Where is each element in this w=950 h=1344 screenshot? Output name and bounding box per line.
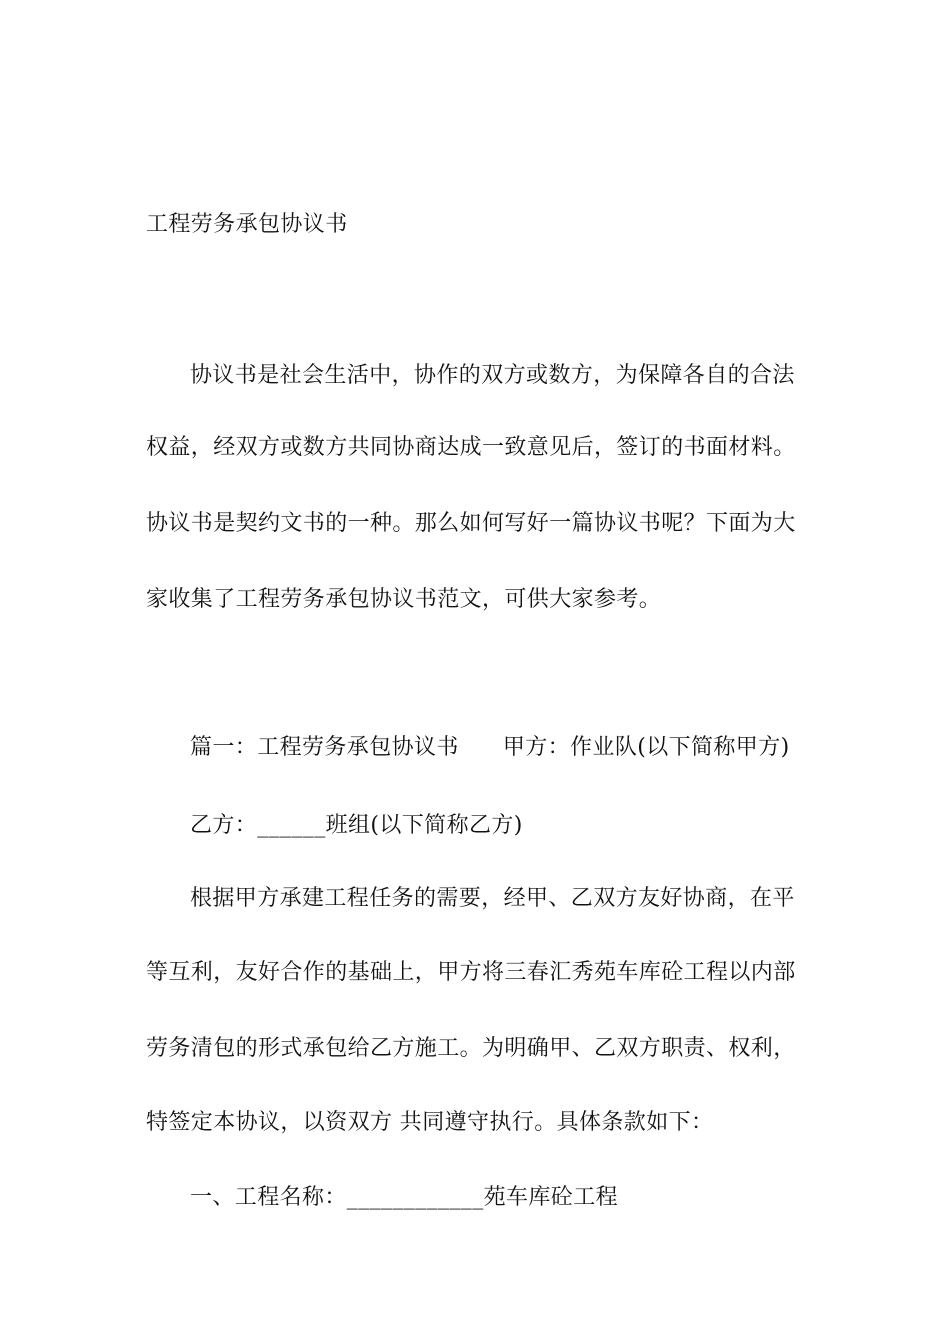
intro-line-3: 协议书是契约文书的一种。那么如何写好一篇协议书呢？下面为大 bbox=[146, 511, 796, 536]
intro-line-1: 协议书是社会生活中，协作的双方或数方，为保障各自的合法 bbox=[190, 363, 795, 388]
section-heading-line bbox=[190, 733, 790, 763]
party-a: 甲方：作业队(以下简称甲方) bbox=[502, 735, 790, 760]
body-line-3: 劳务清包的形式承包给乙方施工。为明确甲、乙双方职责、权利， bbox=[146, 1036, 796, 1061]
document-title: 工程劳务承包协议书 bbox=[146, 212, 348, 237]
body-line-1: 根据甲方承建工程任务的需要，经甲、乙双方友好协商，在平 bbox=[190, 886, 795, 911]
clause-1: 一、工程名称：____________苑车库砼工程 bbox=[190, 1185, 619, 1210]
party-b: 乙方：______班组(以下简称乙方) bbox=[190, 813, 523, 838]
section-heading: 篇一：工程劳务承包协议书 bbox=[190, 735, 459, 760]
body-line-4: 特签定本协议，以资双方 共同遵守执行。具体条款如下： bbox=[146, 1110, 714, 1135]
intro-line-4: 家收集了工程劳务承包协议书范文，可供大家参考。 bbox=[146, 587, 662, 612]
body-line-2: 等互利，友好合作的基础上，甲方将三春汇秀苑车库砼工程以内部 bbox=[146, 960, 796, 985]
intro-line-2: 权益，经双方或数方共同协商达成一致意见后，签订的书面材料。 bbox=[146, 435, 796, 460]
